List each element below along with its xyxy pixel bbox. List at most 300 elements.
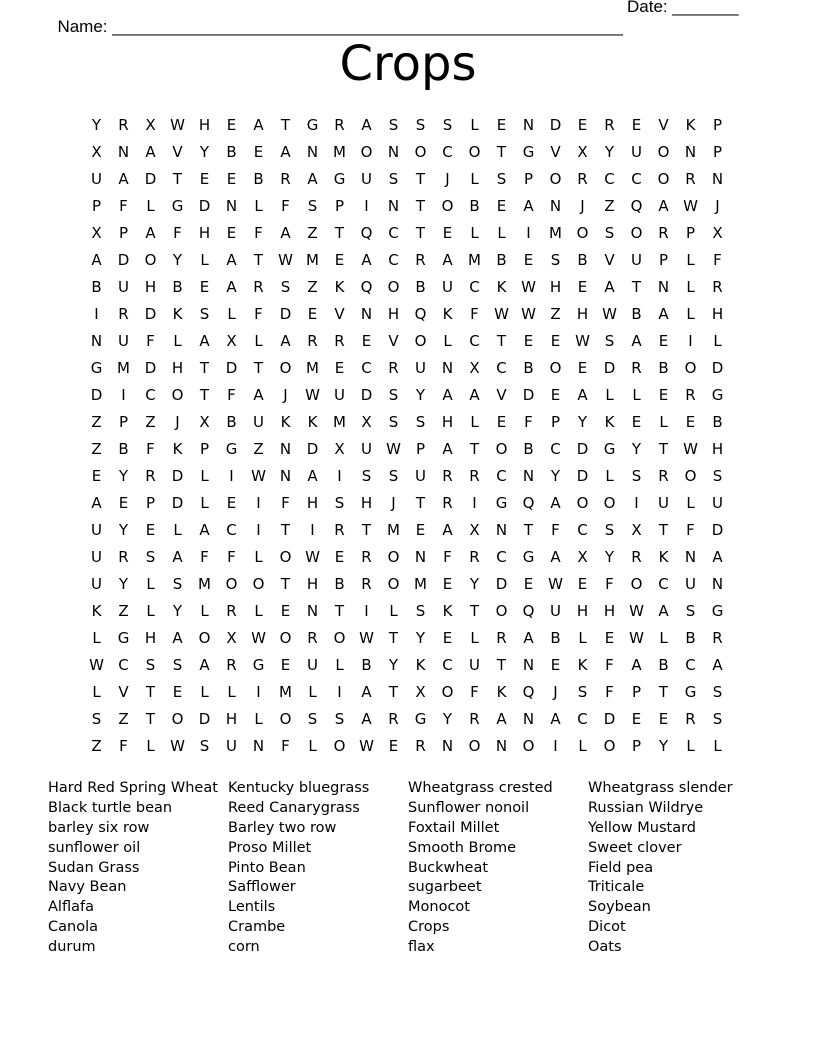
- grid-letter: H: [225, 710, 238, 728]
- grid-letter: T: [253, 251, 264, 269]
- grid-letter: A: [523, 197, 534, 215]
- grid-letter: K: [496, 683, 507, 701]
- grid-letter: E: [334, 359, 345, 377]
- grid-letter: R: [118, 305, 129, 323]
- grid-row: [91, 706, 746, 733]
- grid-letter: R: [658, 467, 669, 485]
- grid-letter: I: [229, 467, 234, 485]
- grid-letter: W: [548, 575, 563, 593]
- grid-letter: B: [172, 278, 183, 296]
- grid-letter: L: [254, 602, 263, 620]
- word-list-item: Alflafa: [48, 899, 94, 916]
- grid-letter: O: [279, 359, 292, 377]
- grid-letter: O: [495, 440, 508, 458]
- grid-letter: U: [685, 575, 696, 593]
- grid-letter: L: [578, 737, 587, 755]
- grid-letter: U: [550, 602, 561, 620]
- grid-letter: U: [118, 332, 129, 350]
- grid-letter: A: [550, 548, 561, 566]
- grid-letter: W: [629, 629, 644, 647]
- word-list-item: Wheatgrass crested: [408, 780, 553, 796]
- grid-letter: L: [659, 413, 668, 431]
- grid-letter: L: [92, 629, 101, 647]
- grid-letter: O: [549, 170, 562, 188]
- grid-letter: S: [415, 116, 426, 134]
- grid-letter: H: [198, 116, 211, 134]
- grid-letter: T: [496, 143, 507, 161]
- grid-letter: A: [523, 629, 534, 647]
- grid-letter: A: [361, 251, 372, 269]
- grid-letter: F: [281, 197, 290, 215]
- grid-letter: E: [226, 116, 237, 134]
- grid-letter: M: [117, 359, 130, 377]
- grid-letter: Z: [253, 440, 264, 458]
- grid-letter: T: [361, 521, 372, 539]
- grid-letter: O: [333, 629, 346, 647]
- grid-letter: O: [603, 494, 616, 512]
- grid-letter: A: [199, 521, 210, 539]
- grid-letter: L: [470, 224, 479, 242]
- grid-letter: L: [308, 683, 317, 701]
- grid-letter: F: [605, 575, 614, 593]
- grid-letter: M: [333, 143, 346, 161]
- grid-letter: W: [494, 305, 509, 323]
- word-list-item: Sweet clover: [588, 839, 682, 856]
- grid-letter: E: [91, 467, 102, 485]
- word-list-item: sugarbeet: [408, 879, 482, 896]
- grid-letter: N: [387, 143, 400, 161]
- grid-letter: L: [146, 737, 155, 755]
- grid-letter: E: [334, 251, 345, 269]
- grid-letter: Q: [414, 305, 427, 323]
- grid-letter: A: [442, 440, 453, 458]
- grid-letter: O: [441, 683, 454, 701]
- grid-letter: A: [496, 710, 507, 728]
- grid-letter: U: [415, 467, 426, 485]
- grid-letter: P: [523, 170, 534, 188]
- grid-letter: S: [388, 413, 399, 431]
- grid-row: [91, 166, 746, 193]
- grid-letter: T: [280, 521, 291, 539]
- grid-letter: Y: [172, 251, 183, 269]
- grid-letter: T: [658, 521, 669, 539]
- grid-letter: A: [280, 143, 291, 161]
- grid-letter: R: [442, 467, 453, 485]
- grid-letter: D: [360, 386, 373, 404]
- word-list-item: sunflower oil: [48, 839, 141, 856]
- grid-letter: F: [605, 683, 614, 701]
- grid-letter: N: [279, 467, 292, 485]
- grid-letter: R: [685, 386, 696, 404]
- grid-letter: V: [388, 332, 399, 350]
- grid-letter: K: [577, 656, 588, 674]
- grid-letter: K: [415, 656, 426, 674]
- grid-letter: H: [549, 278, 562, 296]
- grid-letter: S: [604, 332, 615, 350]
- grid-letter: H: [441, 413, 454, 431]
- grid-letter: I: [256, 683, 261, 701]
- grid-letter: E: [226, 224, 237, 242]
- grid-letter: T: [145, 710, 156, 728]
- grid-letter: R: [118, 548, 129, 566]
- grid-letter: B: [361, 656, 372, 674]
- grid-letter: O: [387, 278, 400, 296]
- grid-letter: O: [684, 467, 697, 485]
- grid-letter: B: [550, 629, 561, 647]
- grid-letter: R: [388, 359, 399, 377]
- grid-letter: A: [469, 386, 480, 404]
- grid-letter: E: [523, 332, 534, 350]
- grid-letter: U: [469, 656, 480, 674]
- grid-letter: T: [415, 224, 426, 242]
- grid-letter: P: [550, 413, 561, 431]
- grid-letter: S: [280, 278, 291, 296]
- grid-letter: F: [524, 413, 533, 431]
- grid-letter: Y: [577, 413, 588, 431]
- grid-letter: A: [118, 170, 129, 188]
- grid-letter: L: [443, 332, 452, 350]
- grid-row: [91, 571, 746, 598]
- grid-letter: O: [279, 548, 292, 566]
- grid-letter: A: [91, 494, 102, 512]
- grid-letter: R: [577, 170, 588, 188]
- grid-letter: D: [171, 467, 184, 485]
- grid-letter: X: [712, 224, 723, 242]
- word-list-item: Buckwheat: [408, 859, 489, 876]
- grid-letter: R: [334, 332, 345, 350]
- grid-letter: V: [658, 116, 669, 134]
- grid-letter: X: [631, 521, 642, 539]
- grid-letter: O: [522, 737, 535, 755]
- grid-letter: M: [306, 359, 319, 377]
- word-list-item: Foxtail Millet: [408, 819, 500, 836]
- grid-letter: D: [549, 116, 562, 134]
- grid-letter: P: [631, 683, 642, 701]
- grid-letter: H: [171, 359, 184, 377]
- grid-letter: L: [470, 413, 479, 431]
- grid-letter: L: [659, 629, 668, 647]
- grid-letter: V: [118, 683, 129, 701]
- grid-row: [91, 139, 746, 166]
- word-list-item: Hard Red Spring Wheat: [48, 780, 218, 796]
- grid-letter: L: [173, 521, 182, 539]
- grid-letter: W: [359, 629, 374, 647]
- grid-letter: T: [334, 602, 345, 620]
- grid-letter: K: [685, 116, 696, 134]
- grid-letter: S: [442, 116, 453, 134]
- grid-letter: C: [442, 656, 453, 674]
- grid-letter: L: [605, 467, 614, 485]
- grid-letter: K: [172, 440, 183, 458]
- grid-letter: O: [576, 224, 589, 242]
- grid-letter: A: [253, 116, 264, 134]
- word-list-item: Wheatgrass slender: [588, 780, 733, 796]
- grid-letter: G: [171, 197, 184, 215]
- grid-letter: O: [279, 629, 292, 647]
- grid-letter: D: [603, 710, 616, 728]
- grid-letter: G: [684, 683, 697, 701]
- grid-letter: F: [551, 521, 560, 539]
- grid-letter: E: [334, 548, 345, 566]
- grid-letter: E: [658, 710, 669, 728]
- grid-letter: O: [387, 575, 400, 593]
- grid-letter: W: [386, 440, 401, 458]
- grid-letter: R: [685, 170, 696, 188]
- grid-letter: A: [712, 656, 723, 674]
- grid-letter: L: [686, 251, 695, 269]
- grid-letter: I: [337, 683, 342, 701]
- grid-letter: S: [307, 710, 318, 728]
- grid-letter: K: [604, 413, 615, 431]
- grid-letter: R: [334, 521, 345, 539]
- grid-letter: A: [307, 467, 318, 485]
- date-field-label[interactable]: Date: _______: [627, 0, 739, 16]
- grid-letter: L: [713, 737, 722, 755]
- grid-letter: G: [414, 710, 427, 728]
- grid-letter: H: [198, 224, 211, 242]
- grid-letter: U: [118, 278, 129, 296]
- grid-letter: L: [227, 305, 236, 323]
- grid-letter: Z: [550, 305, 561, 323]
- grid-letter: N: [225, 197, 238, 215]
- grid-letter: F: [281, 737, 290, 755]
- grid-letter: E: [253, 143, 264, 161]
- grid-letter: X: [577, 143, 588, 161]
- grid-letter: X: [91, 143, 102, 161]
- grid-letter: J: [715, 197, 720, 215]
- grid-letter: T: [469, 440, 480, 458]
- grid-letter: W: [251, 629, 266, 647]
- word-list-item: Navy Bean: [48, 879, 127, 896]
- grid-letter: T: [280, 116, 291, 134]
- grid-letter: E: [199, 170, 210, 188]
- grid-letter: W: [521, 278, 536, 296]
- word-list-item: Black turtle bean: [48, 799, 173, 816]
- grid-letter: A: [631, 656, 642, 674]
- grid-letter: C: [361, 359, 372, 377]
- grid-letter: N: [549, 197, 562, 215]
- grid-letter: F: [281, 494, 290, 512]
- grid-letter: T: [172, 170, 183, 188]
- word-list-item: barley six row: [48, 819, 150, 836]
- grid-letter: W: [305, 386, 320, 404]
- grid-letter: A: [91, 251, 102, 269]
- grid-letter: K: [172, 305, 183, 323]
- grid-letter: Y: [415, 629, 426, 647]
- grid-letter: U: [307, 656, 318, 674]
- grid-letter: R: [226, 656, 237, 674]
- grid-letter: I: [94, 305, 99, 323]
- grid-letter: A: [658, 305, 669, 323]
- grid-letter: O: [630, 224, 643, 242]
- grid-letter: Y: [604, 548, 615, 566]
- word-list-item: Crambe: [228, 919, 286, 936]
- grid-letter: S: [685, 602, 696, 620]
- grid-letter: L: [146, 575, 155, 593]
- grid-letter: R: [415, 251, 426, 269]
- grid-letter: Z: [91, 413, 102, 431]
- grid-letter: R: [469, 710, 480, 728]
- grid-letter: S: [388, 386, 399, 404]
- grid-letter: G: [225, 440, 238, 458]
- grid-letter: E: [280, 656, 291, 674]
- grid-row: [92, 625, 746, 652]
- grid-letter: H: [603, 602, 616, 620]
- word-list-item: corn: [228, 939, 260, 956]
- grid-letter: O: [468, 143, 481, 161]
- grid-letter: C: [226, 521, 237, 539]
- grid-letter: A: [361, 710, 372, 728]
- grid-letter: E: [172, 683, 183, 701]
- grid-letter: E: [226, 170, 237, 188]
- grid-letter: L: [200, 467, 209, 485]
- grid-letter: G: [306, 116, 319, 134]
- grid-letter: W: [683, 440, 698, 458]
- grid-letter: U: [442, 278, 453, 296]
- grid-letter: S: [388, 116, 399, 134]
- grid-letter: F: [605, 656, 614, 674]
- grid-letter: L: [173, 332, 182, 350]
- grid-letter: T: [388, 629, 399, 647]
- grid-letter: F: [470, 305, 479, 323]
- grid-letter: N: [684, 548, 697, 566]
- grid-letter: N: [657, 278, 670, 296]
- grid-row: [91, 463, 746, 490]
- grid-letter: F: [119, 197, 128, 215]
- word-column: [588, 779, 768, 958]
- grid-letter: L: [497, 224, 506, 242]
- grid-letter: I: [634, 494, 639, 512]
- grid-letter: V: [604, 251, 615, 269]
- grid-letter: S: [199, 737, 210, 755]
- grid-letter: X: [199, 413, 210, 431]
- grid-letter: A: [199, 656, 210, 674]
- grid-letter: S: [577, 683, 588, 701]
- grid-letter: H: [360, 494, 373, 512]
- grid-letter: D: [711, 521, 724, 539]
- grid-letter: E: [577, 278, 588, 296]
- grid-row: [91, 517, 746, 544]
- grid-letter: N: [360, 305, 373, 323]
- grid-letter: Q: [522, 683, 535, 701]
- grid-letter: I: [337, 467, 342, 485]
- grid-letter: C: [631, 170, 642, 188]
- grid-letter: H: [306, 575, 319, 593]
- grid-letter: N: [495, 737, 508, 755]
- grid-letter: S: [145, 656, 156, 674]
- grid-letter: S: [334, 710, 345, 728]
- grid-letter: R: [118, 116, 129, 134]
- grid-letter: E: [631, 116, 642, 134]
- grid-letter: T: [631, 278, 642, 296]
- name-field-label[interactable]: Name: ______________________________________________________: [57, 17, 623, 36]
- grid-letter: I: [553, 737, 558, 755]
- grid-letter: U: [415, 359, 426, 377]
- grid-letter: I: [688, 332, 693, 350]
- grid-letter: N: [441, 359, 454, 377]
- grid-letter: T: [658, 440, 669, 458]
- grid-letter: H: [144, 278, 157, 296]
- grid-letter: W: [521, 305, 536, 323]
- grid-letter: Z: [307, 224, 318, 242]
- word-list-item: Lentils: [228, 899, 276, 916]
- word-list-item: Proso Millet: [228, 839, 312, 856]
- grid-letter: A: [604, 278, 615, 296]
- word-list-item: Reed Canarygrass: [228, 799, 360, 816]
- grid-letter: N: [306, 602, 319, 620]
- grid-letter: A: [550, 710, 561, 728]
- grid-letter: N: [522, 116, 535, 134]
- grid-letter: N: [711, 575, 724, 593]
- grid-letter: R: [658, 224, 669, 242]
- grid-letter: Q: [522, 602, 535, 620]
- grid-letter: R: [631, 548, 642, 566]
- grid-letter: C: [496, 548, 507, 566]
- grid-letter: Z: [604, 197, 615, 215]
- word-list-item: Smooth Brome: [408, 839, 517, 856]
- grid-letter: O: [171, 386, 184, 404]
- grid-letter: G: [90, 359, 103, 377]
- grid-letter: L: [146, 197, 155, 215]
- grid-letter: E: [496, 116, 507, 134]
- grid-row: [91, 247, 746, 274]
- grid-letter: A: [442, 251, 453, 269]
- grid-letter: T: [658, 683, 669, 701]
- grid-letter: R: [469, 467, 480, 485]
- grid-letter: A: [712, 548, 723, 566]
- grid-letter: P: [118, 413, 129, 431]
- grid-letter: O: [225, 575, 238, 593]
- grid-row: [96, 301, 746, 328]
- grid-letter: C: [388, 251, 399, 269]
- grid-letter: E: [226, 494, 237, 512]
- grid-letter: L: [227, 683, 236, 701]
- grid-letter: N: [711, 170, 724, 188]
- grid-letter: D: [711, 359, 724, 377]
- grid-letter: V: [496, 386, 507, 404]
- grid-letter: H: [306, 494, 319, 512]
- grid-letter: B: [658, 656, 669, 674]
- grid-letter: I: [472, 494, 477, 512]
- grid-letter: D: [144, 359, 157, 377]
- grid-letter: R: [361, 548, 372, 566]
- grid-letter: C: [118, 656, 129, 674]
- grid-letter: E: [577, 359, 588, 377]
- word-list-item: flax: [408, 939, 435, 956]
- grid-letter: L: [146, 602, 155, 620]
- grid-letter: R: [631, 359, 642, 377]
- word-column: [228, 779, 408, 958]
- grid-letter: U: [631, 251, 642, 269]
- grid-letter: A: [172, 548, 183, 566]
- grid-letter: G: [495, 494, 508, 512]
- grid-letter: D: [144, 170, 157, 188]
- grid-letter: K: [307, 413, 318, 431]
- grid-letter: S: [712, 683, 723, 701]
- grid-letter: E: [550, 386, 561, 404]
- grid-letter: D: [144, 305, 157, 323]
- grid-row: [91, 544, 746, 571]
- grid-letter: C: [604, 170, 615, 188]
- grid-letter: I: [526, 224, 531, 242]
- grid-letter: M: [414, 575, 427, 593]
- grid-letter: D: [198, 710, 211, 728]
- grid-letter: S: [415, 413, 426, 431]
- grid-letter: L: [713, 332, 722, 350]
- grid-letter: L: [92, 683, 101, 701]
- grid-letter: V: [550, 143, 561, 161]
- grid-letter: M: [387, 521, 400, 539]
